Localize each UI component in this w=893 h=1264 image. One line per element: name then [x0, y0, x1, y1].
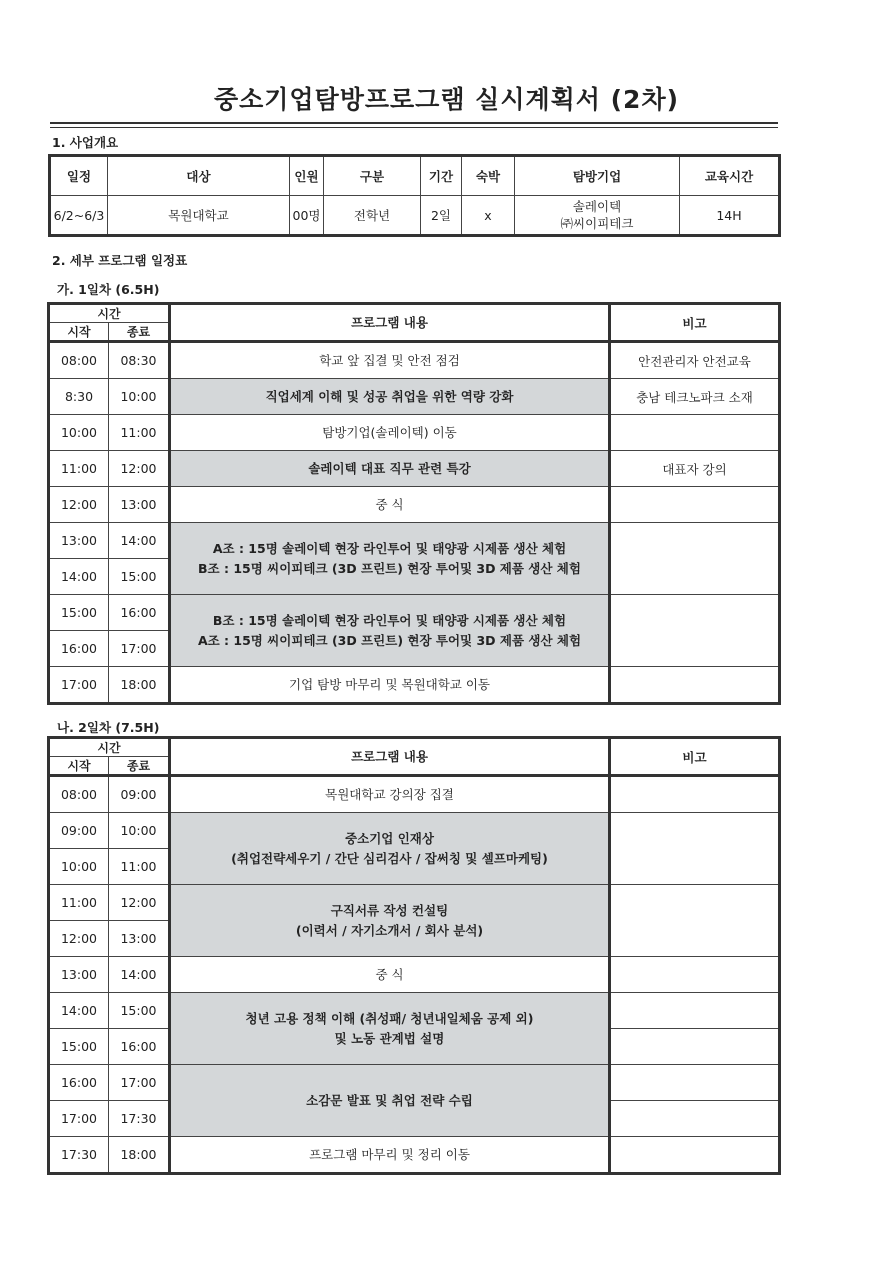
- note-cell: [610, 957, 780, 993]
- program-cell: 프로그램 마무리 및 정리 이동: [170, 1137, 610, 1174]
- day2-header-row: [49, 738, 780, 757]
- start-time: 8:30: [49, 379, 109, 415]
- program-block: [170, 813, 610, 885]
- note-cell: [610, 595, 780, 667]
- day1-schedule-table: [47, 302, 781, 705]
- table-row: [49, 1137, 780, 1174]
- start-time: 17:30: [49, 1137, 109, 1174]
- table-row: [49, 993, 780, 1029]
- end-time: 13:00: [109, 487, 170, 523]
- overview-lodging: x: [462, 196, 515, 236]
- table-row: [49, 1065, 780, 1101]
- end-time: 17:00: [109, 1065, 170, 1101]
- end-time: 10:00: [109, 813, 170, 849]
- table-row: [49, 667, 780, 704]
- note-cell: [610, 1137, 780, 1174]
- end-time: 18:00: [109, 667, 170, 704]
- overview-header-cell: 인원: [290, 156, 324, 196]
- start-time: 09:00: [49, 813, 109, 849]
- start-time: 13:00: [49, 957, 109, 993]
- program-line: 청년 고용 정책 이해 (취성패/ 청년내일체움 공제 외): [245, 1010, 534, 1026]
- program-cell: 중 식: [170, 957, 610, 993]
- note-cell: [610, 1101, 780, 1137]
- start-time: 08:00: [49, 342, 109, 379]
- table-row: [49, 813, 780, 849]
- start-time: 16:00: [49, 1065, 109, 1101]
- program-line: B조 : 15명 솔레이텍 현장 라인투어 및 태양광 시제품 생산 체험: [212, 612, 567, 628]
- program-line: A조 : 15명 솔레이텍 현장 라인투어 및 태양광 시제품 생산 체험: [212, 540, 567, 556]
- note-cell: [610, 523, 780, 595]
- overview-type: 전학년: [324, 196, 421, 236]
- note-header: 비고: [610, 304, 780, 342]
- overview-header-cell: 일정: [50, 156, 108, 196]
- note-cell: [610, 885, 780, 957]
- overview-header-row: [50, 156, 780, 196]
- end-time: 10:00: [109, 379, 170, 415]
- overview-period: 2일: [421, 196, 462, 236]
- note-cell: 대표자 강의: [610, 451, 780, 487]
- program-header: 프로그램 내용: [170, 738, 610, 776]
- end-time: 12:00: [109, 451, 170, 487]
- end-time: 11:00: [109, 415, 170, 451]
- end-time: 16:00: [109, 595, 170, 631]
- start-time: 13:00: [49, 523, 109, 559]
- start-time: 11:00: [49, 451, 109, 487]
- overview-schedule: 6/2~6/3: [50, 196, 108, 236]
- overview-target: 목원대학교: [108, 196, 290, 236]
- program-line: (취업전략세우기 / 간단 심리검사 / 잡써칭 및 셀프마케팅): [231, 850, 548, 866]
- day2-schedule-table: [47, 736, 781, 1175]
- program-header: 프로그램 내용: [170, 304, 610, 342]
- company-name: ㈜씨이피테크: [560, 216, 634, 231]
- program-cell: 탐방기업(솔레이텍) 이동: [170, 415, 610, 451]
- program-line: A조 : 15명 씨이피테크 (3D 프린트) 현장 투어및 3D 제품 생산 체험: [197, 632, 582, 648]
- start-time: 11:00: [49, 885, 109, 921]
- note-cell: [610, 667, 780, 704]
- start-time: 14:00: [49, 559, 109, 595]
- table-row: [49, 776, 780, 813]
- overview-people: 00명: [290, 196, 324, 236]
- program-line: 중소기업 인재상: [345, 830, 434, 846]
- program-cell: 중 식: [170, 487, 610, 523]
- start-time: 10:00: [49, 849, 109, 885]
- table-row: [49, 487, 780, 523]
- program-cell: 직업세계 이해 및 성공 취업을 위한 역량 강화: [170, 379, 610, 415]
- section-overview-heading: 1. 사업개요: [52, 135, 119, 150]
- start-time: 12:00: [49, 921, 109, 957]
- end-header: 종료: [109, 323, 170, 342]
- program-line: 구직서류 작성 컨설팅: [330, 902, 449, 918]
- end-time: 09:00: [109, 776, 170, 813]
- program-block: 소감문 발표 및 취업 전략 수립: [170, 1065, 610, 1137]
- end-time: 13:00: [109, 921, 170, 957]
- overview-hours: 14H: [680, 196, 780, 236]
- end-time: 15:00: [109, 559, 170, 595]
- end-time: 16:00: [109, 1029, 170, 1065]
- note-cell: [610, 1065, 780, 1101]
- page-title: 중소기업탐방프로그램 실시계획서 (2차): [213, 85, 680, 114]
- note-cell: [610, 993, 780, 1029]
- program-cell: 솔레이텍 대표 직무 관련 특강: [170, 451, 610, 487]
- program-line: B조 : 15명 씨이피테크 (3D 프린트) 현장 투어및 3D 제품 생산 체험: [198, 560, 581, 576]
- note-cell: [610, 415, 780, 451]
- time-header: 시간: [49, 304, 170, 323]
- overview-header-cell: 대상: [108, 156, 290, 196]
- table-row: [49, 595, 780, 631]
- note-cell: 안전관리자 안전교육: [610, 342, 780, 379]
- end-time: 17:00: [109, 631, 170, 667]
- table-row: [49, 451, 780, 487]
- note-cell: [610, 776, 780, 813]
- overview-table: [48, 154, 781, 237]
- overview-header-cell: 숙박: [462, 156, 515, 196]
- start-header: 시작: [49, 323, 109, 342]
- overview-header-cell: 탐방기업: [515, 156, 680, 196]
- start-time: 17:00: [49, 667, 109, 704]
- program-cell: 학교 앞 집결 및 안전 점검: [170, 342, 610, 379]
- end-time: 14:00: [109, 957, 170, 993]
- start-time: 12:00: [49, 487, 109, 523]
- program-block: [170, 523, 610, 595]
- start-header: 시작: [49, 757, 109, 776]
- table-row: [49, 415, 780, 451]
- day1-header-row: [49, 304, 780, 323]
- end-time: 18:00: [109, 1137, 170, 1174]
- start-time: 14:00: [49, 993, 109, 1029]
- end-time: 14:00: [109, 523, 170, 559]
- table-row: [49, 523, 780, 559]
- table-row: [49, 885, 780, 921]
- program-cell: 목원대학교 강의장 집결: [170, 776, 610, 813]
- start-time: 08:00: [49, 776, 109, 813]
- table-row: [49, 957, 780, 993]
- overview-header-cell: 구분: [324, 156, 421, 196]
- end-time: 12:00: [109, 885, 170, 921]
- end-time: 15:00: [109, 993, 170, 1029]
- day1-heading: 가. 1일차 (6.5H): [57, 282, 160, 297]
- start-time: 15:00: [49, 1029, 109, 1065]
- program-line: (이력서 / 자기소개서 / 회사 분석): [295, 922, 484, 938]
- start-time: 17:00: [49, 1101, 109, 1137]
- end-time: 11:00: [109, 849, 170, 885]
- program-block: [170, 595, 610, 667]
- program-line: 및 노동 관계법 설명: [334, 1030, 445, 1046]
- end-time: 17:30: [109, 1101, 170, 1137]
- table-row: [49, 342, 780, 379]
- overview-companies: [515, 196, 680, 236]
- section-schedule-heading: 2. 세부 프로그램 일정표: [52, 253, 188, 268]
- start-time: 16:00: [49, 631, 109, 667]
- company-name: 솔레이텍: [572, 199, 622, 214]
- note-header: 비고: [610, 738, 780, 776]
- note-cell: [610, 487, 780, 523]
- program-block: [170, 885, 610, 957]
- time-header: 시간: [49, 738, 170, 757]
- start-time: 10:00: [49, 415, 109, 451]
- table-row: [49, 379, 780, 415]
- program-block: [170, 993, 610, 1065]
- overview-header-cell: 교육시간: [680, 156, 780, 196]
- overview-data-row: [50, 196, 780, 236]
- note-cell: [610, 1029, 780, 1065]
- end-time: 08:30: [109, 342, 170, 379]
- note-cell: [610, 813, 780, 885]
- title-rule-thin: [50, 127, 778, 128]
- note-cell: 충남 테크노파크 소재: [610, 379, 780, 415]
- title-rule: [50, 122, 778, 124]
- start-time: 15:00: [49, 595, 109, 631]
- end-header: 종료: [109, 757, 170, 776]
- overview-header-cell: 기간: [421, 156, 462, 196]
- day2-heading: 나. 2일차 (7.5H): [57, 720, 160, 735]
- program-cell: 기업 탐방 마무리 및 목원대학교 이동: [170, 667, 610, 704]
